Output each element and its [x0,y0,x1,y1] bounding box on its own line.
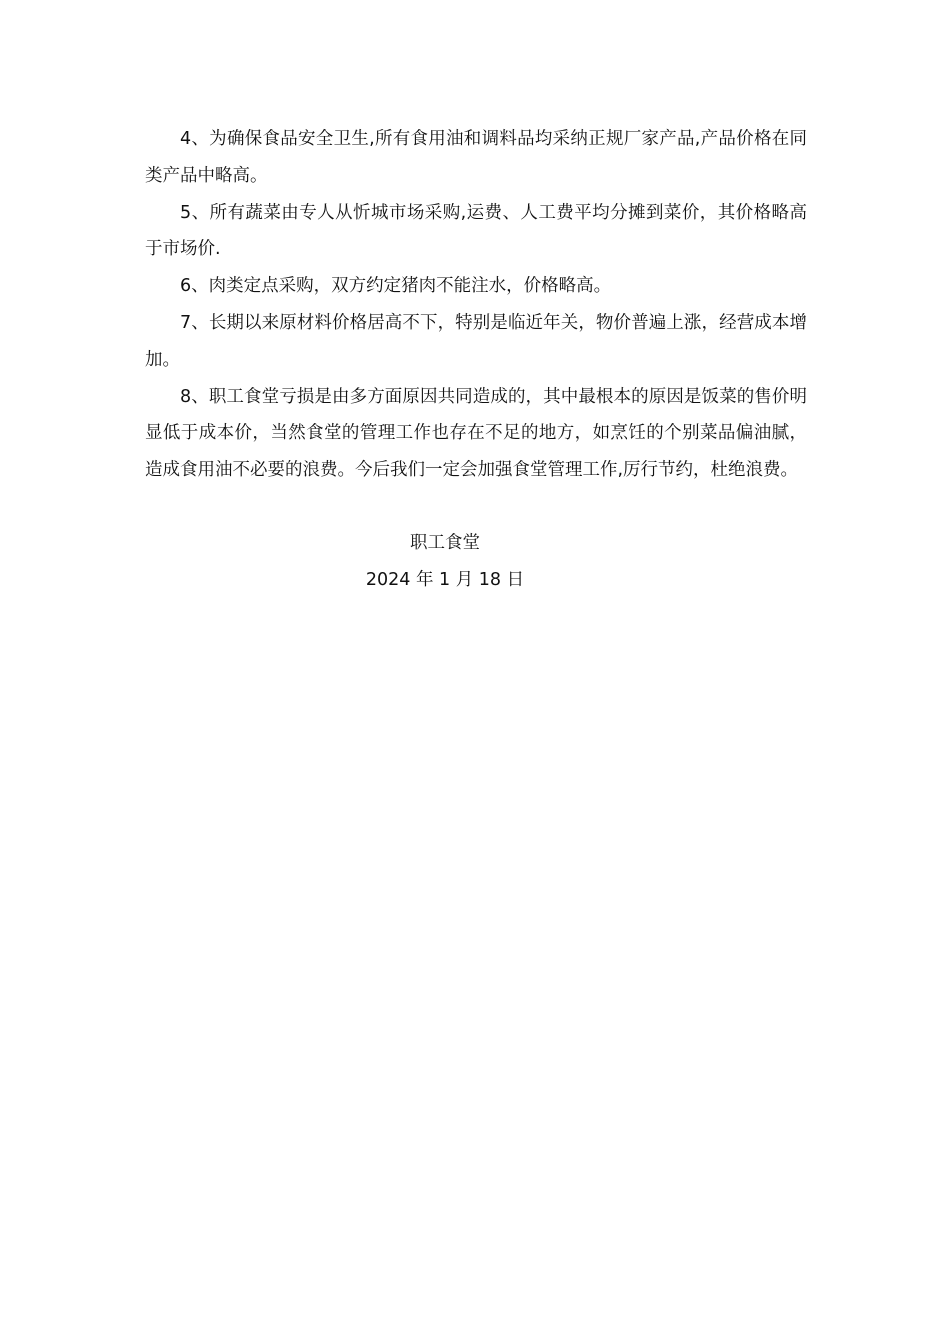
paragraph-8: 8、职工食堂亏损是由多方面原因共同造成的，其中最根本的原因是饭菜的售价明显低于成本价，当然食堂的管理工作也存在不足的地方，如烹饪的个别菜品偏油腻，造成食用油不必要的浪费。今后我们一定会加强食堂管理工作,厉行节约，杜绝浪费。 [145,386,807,481]
signature-block [145,525,745,599]
paragraph-5: 5、所有蔬菜由专人从忻城市场采购,运费、人工费平均分摊到菜价，其价格略高于市场价. [145,202,807,260]
paragraph-6: 6、肉类定点采购，双方约定猪肉不能注水，价格略高。 [180,276,612,297]
signature-name: 职工食堂 [410,533,480,553]
paragraph-7: 7、长期以来原材料价格居高不下，特别是临近年关，物价普遍上涨，经营成本增加。 [145,312,807,370]
document-body [145,121,807,489]
signature-date: 2024 年 1 月 18 日 [365,569,525,590]
paragraph-4: 4、为确保食品安全卫生,所有食用油和调料品均采纳正规厂家产品,产品价格在同类产品中略高。 [145,129,807,186]
